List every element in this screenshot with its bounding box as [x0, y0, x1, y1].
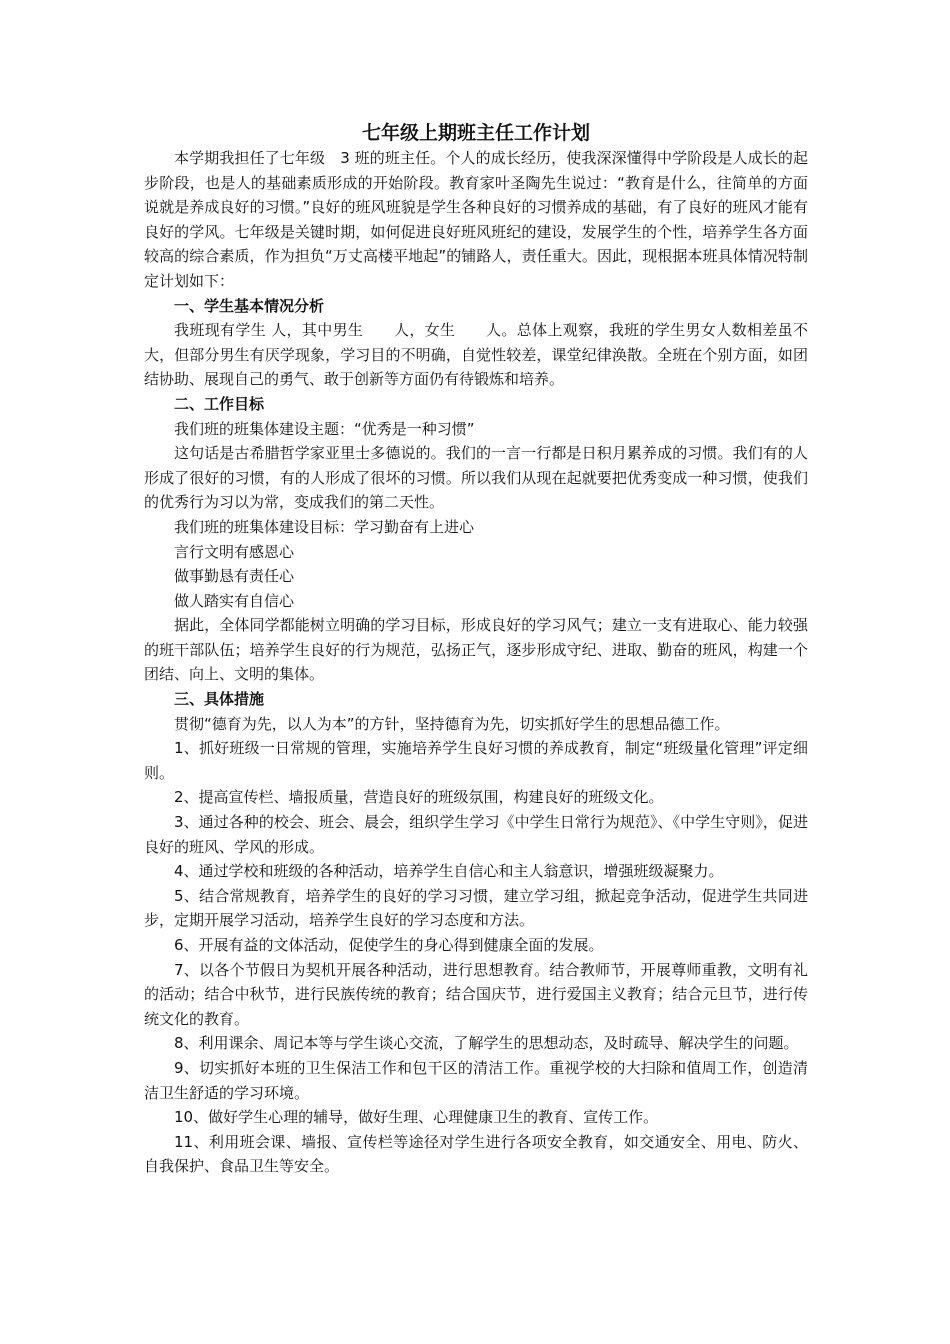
measure-item: 3、通过各种的校会、班会、晨会，组织学生学习《中学生日常行为规范》、《中学生守则》，促进良好的班风、学风的形成。 [144, 813, 808, 856]
class-goal-line: 言行文明有感恩心 [174, 542, 295, 561]
student-analysis-paragraph: 我班现有学生 人，其中男生 人，女生 人。总体上观察，我班的学生男女人数相差虽不大，但部分男生有厌学现象，学习目的不明确，自觉性较差，课堂纪律涣散。全班在个别方面，如团结协助、展现自己的勇气、敢于创新等方面仍有待锻炼和培养。 [144, 321, 808, 389]
measure-item: 10、做好学生心理的辅导，做好生理、心理健康卫生的教育、宣传工作。 [174, 1108, 659, 1127]
document-title: 七年级上期班主任工作计划 [361, 122, 590, 144]
intro-paragraph: 本学期我担任了七年级 3 班的班主任。个人的成长经历，使我深深懂得中学阶段是人成长的起步阶段，也是人的基础素质形成的开始阶段。教育家叶圣陶先生说过：“教育是什么，往简单的方面说就是养成良好的习惯。”良好的班风班貌是学生各种良好的习惯养成的基础，有了良好的班风才能有良好的学风。七年级是关键时期，如何促进良好班风班纪的建设，发展学生的个性，培养学生各方面较高的综合素质，作为担负“万丈高楼平地起”的铺路人，责任重大。因此，现根据本班具体情况特制定计划如下： [144, 149, 808, 290]
class-goal-line: 做事勤恳有责任心 [174, 567, 295, 586]
measure-item: 5、结合常规教育，培养学生的良好的学习习惯，建立学习组，掀起竞争活动，促进学生共同进步，定期开展学习活动，培养学生良好的学习态度和方法。 [144, 886, 808, 930]
measure-item: 6、开展有益的文体活动，促使学生的身心得到健康全面的发展。 [174, 936, 604, 954]
class-goal-line: 做人踏实有自信心 [174, 591, 295, 610]
class-theme-paragraph: 我们班的班集体建设主题：“优秀是一种习惯” [174, 419, 475, 438]
goal-summary-paragraph: 据此，全体同学都能树立明确的学习目标，形成良好的学习风气；建立一支有进取心、能力较强的班干部队伍；培养学生良好的行为规范，弘扬正气，逐步形成守纪、进取、勤奋的班风，构建一个团结、向上、文明的集体。 [144, 616, 808, 684]
measures-intro-paragraph: 贯彻“德育为先，以人为本”的方针，坚持德育为先，切实抓好学生的思想品德工作。 [174, 714, 730, 733]
measure-item: 11、利用班会课、墙报、宣传栏等途径对学生进行各项安全教育，如交通安全、用电、防火、自我保护、食品卫生等安全。 [144, 1132, 808, 1176]
section-heading-measures: 三、具体措施 [174, 690, 265, 709]
measure-item: 8、利用课余、周记本等与学生谈心交流，了解学生的思想动态，及时疏导、解决学生的问题。 [174, 1034, 799, 1053]
measure-item: 2、提高宣传栏、墙报质量，营造良好的班级氛围，构建良好的班级文化。 [174, 788, 664, 807]
section-heading-work-goals: 二、工作目标 [174, 394, 265, 413]
measure-item: 4、通过学校和班级的各种活动，培养学生自信心和主人翁意识，增强班级凝聚力。 [174, 862, 724, 881]
theme-explanation-paragraph: 这句话是古希腊哲学家亚里士多德说的。我们的一言一行都是日积月累养成的习惯。我们有的人形成了很好的习惯，有的人形成了很坏的习惯。所以我们从现在起就要把优秀变成一种习惯，使我们的优秀行为习以为常，变成我们的第二天性。 [144, 444, 808, 512]
section-heading-student-analysis: 一、学生基本情况分析 [174, 296, 325, 315]
class-goal-line: 我们班的班集体建设目标：学习勤奋有上进心 [174, 517, 475, 536]
measure-item: 1、抓好班级一日常规的管理，实施培养学生良好习惯的养成教育，制定“班级量化管理”评定细则。 [144, 739, 808, 782]
document-page [144, 118, 808, 1179]
measure-item: 9、切实抓好本班的卫生保洁工作和包干区的清洁工作。重视学校的大扫除和值周工作，创造清洁卫生舒适的学习环境。 [144, 1058, 808, 1102]
measure-item: 7、以各个节假日为契机开展各种活动，进行思想教育。结合教师节，开展尊师重教，文明有礼的活动；结合中秋节，进行民族传统的教育；结合国庆节，进行爱国主义教育；结合元旦节，进行传统文化的教育。 [144, 960, 808, 1028]
